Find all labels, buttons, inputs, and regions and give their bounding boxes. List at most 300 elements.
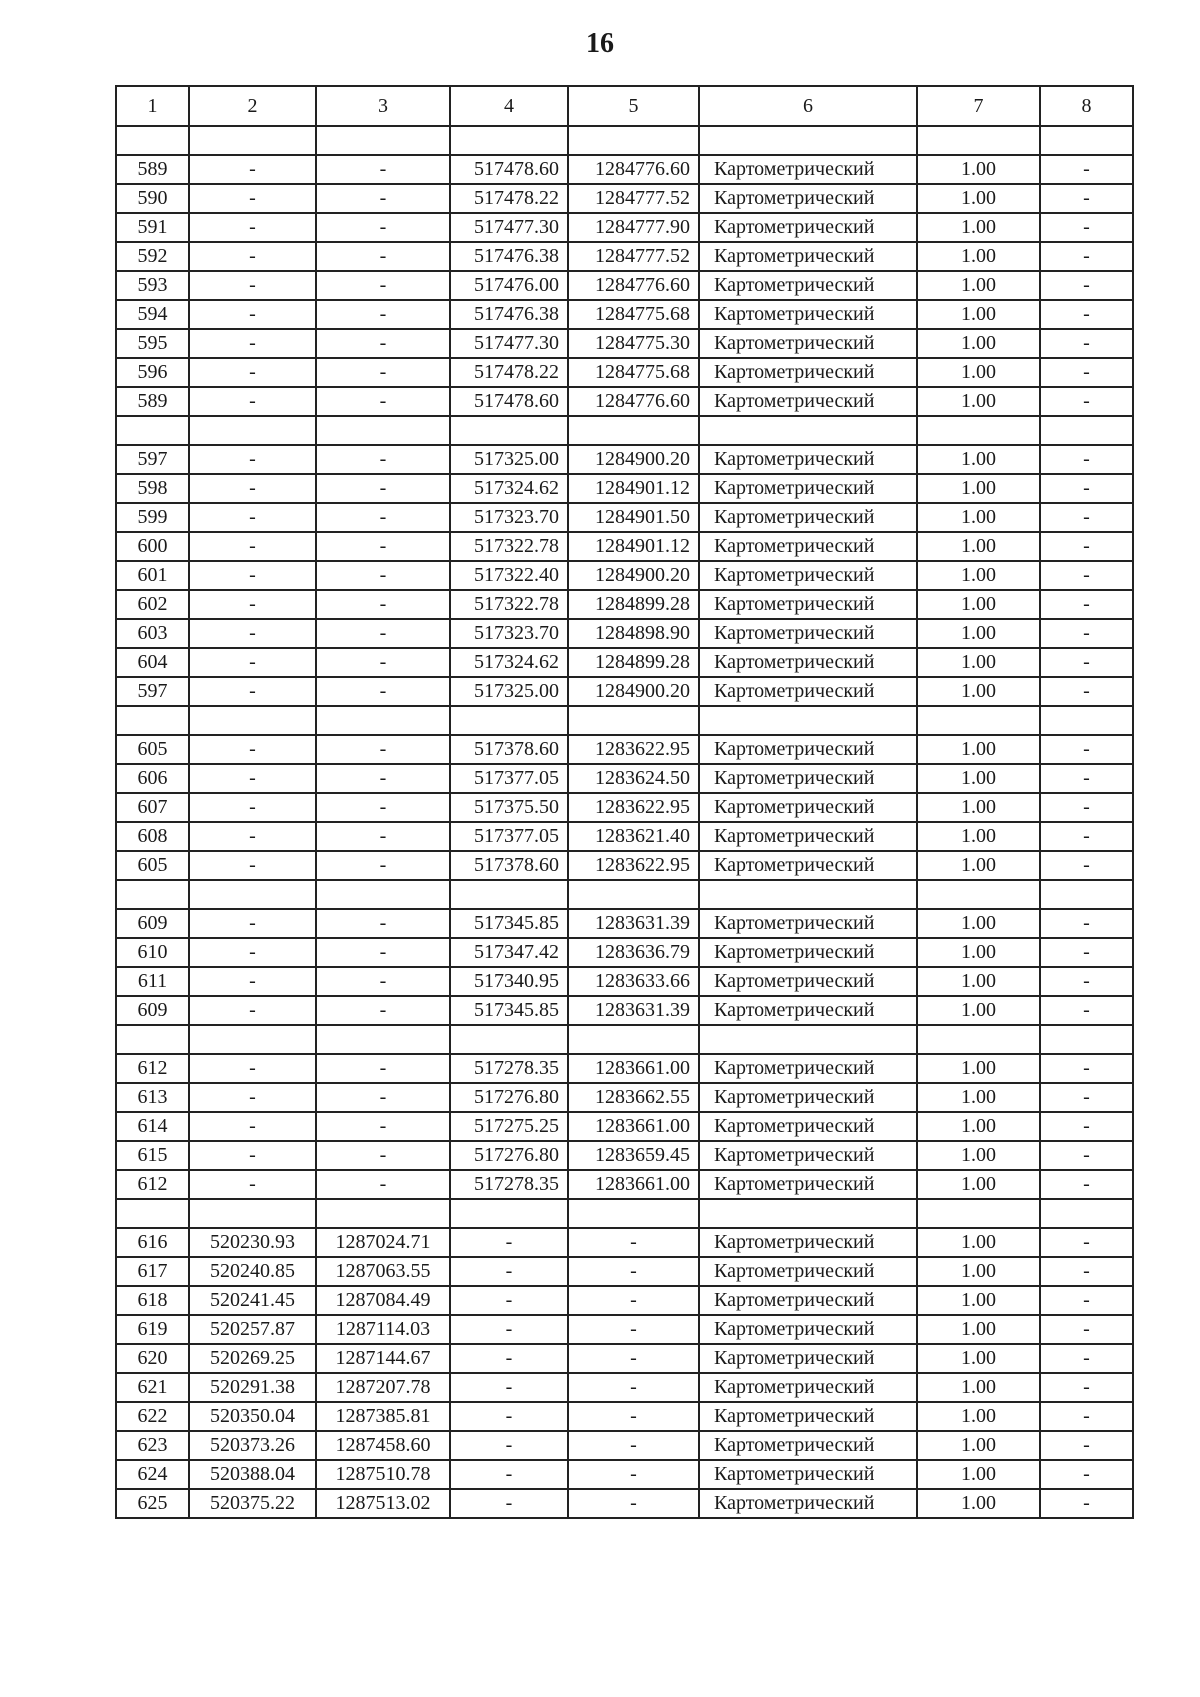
- table-cell: -: [316, 735, 450, 764]
- table-cell: 520240.85: [189, 1257, 316, 1286]
- table-cell: -: [450, 1431, 568, 1460]
- table-cell: 517324.62: [450, 474, 568, 503]
- table-cell: Картометрический: [699, 1170, 917, 1199]
- table-cell: 1287207.78: [316, 1373, 450, 1402]
- table-cell: -: [450, 1257, 568, 1286]
- table-cell: 1284776.60: [568, 387, 699, 416]
- table-cell: -: [1040, 735, 1133, 764]
- table-cell: 1284900.20: [568, 561, 699, 590]
- table-cell: 520350.04: [189, 1402, 316, 1431]
- table-cell: -: [1040, 1315, 1133, 1344]
- table-cell: -: [316, 1083, 450, 1112]
- table-row: [116, 474, 1133, 503]
- table-cell: 1.00: [917, 271, 1040, 300]
- table-cell: -: [189, 532, 316, 561]
- table-cell: [116, 706, 189, 735]
- table-cell: 1.00: [917, 474, 1040, 503]
- table-cell: -: [1040, 938, 1133, 967]
- table-cell: -: [1040, 1083, 1133, 1112]
- table-cell: [189, 706, 316, 735]
- table-row: [116, 764, 1133, 793]
- table-row: [116, 155, 1133, 184]
- table-row: [116, 358, 1133, 387]
- table-cell: [316, 706, 450, 735]
- table-cell: 1.00: [917, 155, 1040, 184]
- table-cell: 517476.00: [450, 271, 568, 300]
- table-cell: -: [189, 155, 316, 184]
- table-row: [116, 561, 1133, 590]
- table-cell: [316, 126, 450, 155]
- table-cell: -: [316, 561, 450, 590]
- table-cell: 1.00: [917, 648, 1040, 677]
- table-cell: [116, 1199, 189, 1228]
- table-cell: [450, 1025, 568, 1054]
- table-cell: -: [316, 474, 450, 503]
- table-row: [116, 1257, 1133, 1286]
- table-cell: -: [316, 445, 450, 474]
- table-cell: -: [1040, 242, 1133, 271]
- table-cell: [699, 1025, 917, 1054]
- table-cell: Картометрический: [699, 996, 917, 1025]
- table-cell: -: [316, 909, 450, 938]
- table-cell: -: [316, 329, 450, 358]
- table-cell: 1283631.39: [568, 996, 699, 1025]
- table-cell: Картометрический: [699, 387, 917, 416]
- table-row: [116, 619, 1133, 648]
- table-row: [116, 648, 1133, 677]
- table-cell: 1.00: [917, 1315, 1040, 1344]
- header-cell: 7: [917, 86, 1040, 126]
- table-cell: -: [189, 213, 316, 242]
- table-row: [116, 387, 1133, 416]
- table-cell: Картометрический: [699, 503, 917, 532]
- table-cell: -: [1040, 1431, 1133, 1460]
- table-cell: Картометрический: [699, 619, 917, 648]
- table-cell: [568, 126, 699, 155]
- coordinates-table: [115, 85, 1134, 1519]
- table-cell: -: [568, 1373, 699, 1402]
- table-cell: 1283622.95: [568, 851, 699, 880]
- table-cell: 1.00: [917, 503, 1040, 532]
- table-row: [116, 851, 1133, 880]
- table-cell: -: [450, 1344, 568, 1373]
- table-cell: Картометрический: [699, 474, 917, 503]
- table-cell: 517345.85: [450, 996, 568, 1025]
- table-cell: 1.00: [917, 1286, 1040, 1315]
- table-cell: -: [1040, 474, 1133, 503]
- table-cell: 1284777.52: [568, 242, 699, 271]
- table-cell: 605: [116, 851, 189, 880]
- table-cell: 1.00: [917, 532, 1040, 561]
- table-cell: Картометрический: [699, 793, 917, 822]
- table-cell: -: [568, 1489, 699, 1518]
- table-cell: [1040, 706, 1133, 735]
- table-cell: -: [316, 619, 450, 648]
- header-cell: 4: [450, 86, 568, 126]
- table-cell: Картометрический: [699, 329, 917, 358]
- table-cell: -: [1040, 1141, 1133, 1170]
- table-row: [116, 242, 1133, 271]
- table-cell: 1287513.02: [316, 1489, 450, 1518]
- table-cell: 517278.35: [450, 1170, 568, 1199]
- header-cell: 6: [699, 86, 917, 126]
- table-cell: 600: [116, 532, 189, 561]
- table-cell: 1.00: [917, 1112, 1040, 1141]
- table-cell: 621: [116, 1373, 189, 1402]
- table-cell: -: [1040, 822, 1133, 851]
- table-row: [116, 184, 1133, 213]
- table-cell: -: [1040, 648, 1133, 677]
- table-cell: [116, 416, 189, 445]
- table-cell: Картометрический: [699, 271, 917, 300]
- table-cell: 1.00: [917, 619, 1040, 648]
- table-cell: 601: [116, 561, 189, 590]
- table-row: [116, 938, 1133, 967]
- table-cell: 1284901.12: [568, 474, 699, 503]
- table-cell: Картометрический: [699, 1460, 917, 1489]
- table-cell: -: [189, 184, 316, 213]
- table-cell: -: [1040, 300, 1133, 329]
- table-cell: -: [1040, 445, 1133, 474]
- table-cell: -: [189, 822, 316, 851]
- table-cell: 1.00: [917, 242, 1040, 271]
- table-cell: 1284775.68: [568, 358, 699, 387]
- table-cell: -: [1040, 793, 1133, 822]
- table-cell: 609: [116, 996, 189, 1025]
- table-cell: -: [316, 155, 450, 184]
- table-cell: Картометрический: [699, 213, 917, 242]
- table-cell: 1284900.20: [568, 677, 699, 706]
- table-cell: -: [1040, 329, 1133, 358]
- table-cell: Картометрический: [699, 1228, 917, 1257]
- table-cell: 1.00: [917, 329, 1040, 358]
- table-row: [116, 1373, 1133, 1402]
- table-cell: 599: [116, 503, 189, 532]
- table-cell: -: [189, 967, 316, 996]
- table-cell: -: [1040, 1402, 1133, 1431]
- table-row: [116, 1286, 1133, 1315]
- table-cell: -: [1040, 619, 1133, 648]
- table-cell: 517345.85: [450, 909, 568, 938]
- table-cell: 1.00: [917, 1257, 1040, 1286]
- table-cell: -: [316, 242, 450, 271]
- table-row: [116, 329, 1133, 358]
- table-cell: [1040, 126, 1133, 155]
- table-cell: -: [1040, 387, 1133, 416]
- table-cell: 1.00: [917, 1054, 1040, 1083]
- table-cell: 1.00: [917, 996, 1040, 1025]
- table-cell: Картометрический: [699, 1402, 917, 1431]
- table-cell: Картометрический: [699, 242, 917, 271]
- table-cell: 609: [116, 909, 189, 938]
- separator-row: [116, 880, 1133, 909]
- header-cell: 5: [568, 86, 699, 126]
- table-cell: -: [189, 1083, 316, 1112]
- table-cell: [917, 1199, 1040, 1228]
- table-cell: -: [316, 358, 450, 387]
- table-cell: [568, 416, 699, 445]
- table-cell: 624: [116, 1460, 189, 1489]
- table-cell: -: [1040, 967, 1133, 996]
- table-cell: 1287458.60: [316, 1431, 450, 1460]
- table-cell: Картометрический: [699, 1431, 917, 1460]
- separator-row: [116, 1199, 1133, 1228]
- table-cell: 517324.62: [450, 648, 568, 677]
- table-cell: -: [450, 1315, 568, 1344]
- table-cell: 1.00: [917, 851, 1040, 880]
- table-cell: 617: [116, 1257, 189, 1286]
- table-cell: 616: [116, 1228, 189, 1257]
- table-cell: -: [316, 503, 450, 532]
- separator-row: [116, 706, 1133, 735]
- table-cell: [917, 880, 1040, 909]
- table-cell: 612: [116, 1054, 189, 1083]
- table-cell: Картометрический: [699, 909, 917, 938]
- table-cell: 1.00: [917, 1083, 1040, 1112]
- table-cell: 1.00: [917, 1489, 1040, 1518]
- table-cell: [316, 1199, 450, 1228]
- table-cell: [116, 880, 189, 909]
- table-cell: -: [189, 735, 316, 764]
- table-cell: 1.00: [917, 1141, 1040, 1170]
- table-cell: -: [1040, 1257, 1133, 1286]
- table-cell: 1283631.39: [568, 909, 699, 938]
- table-cell: Картометрический: [699, 938, 917, 967]
- table-cell: 517478.22: [450, 184, 568, 213]
- table-cell: -: [316, 1054, 450, 1083]
- table-cell: Картометрический: [699, 1054, 917, 1083]
- table-cell: Картометрический: [699, 1286, 917, 1315]
- table-cell: 1.00: [917, 387, 1040, 416]
- table-cell: -: [1040, 271, 1133, 300]
- table-cell: 598: [116, 474, 189, 503]
- table-cell: [699, 706, 917, 735]
- table-cell: 517325.00: [450, 677, 568, 706]
- table-cell: -: [189, 445, 316, 474]
- table-cell: -: [568, 1431, 699, 1460]
- table-cell: Картометрический: [699, 851, 917, 880]
- table-cell: [189, 880, 316, 909]
- table-cell: Картометрический: [699, 1344, 917, 1373]
- header-cell: 8: [1040, 86, 1133, 126]
- table-cell: 596: [116, 358, 189, 387]
- table-cell: Картометрический: [699, 590, 917, 619]
- table-cell: -: [1040, 1112, 1133, 1141]
- table-cell: -: [450, 1228, 568, 1257]
- table-cell: Картометрический: [699, 155, 917, 184]
- table-cell: -: [189, 909, 316, 938]
- table-cell: 620: [116, 1344, 189, 1373]
- table-cell: 1.00: [917, 793, 1040, 822]
- table-cell: -: [1040, 1460, 1133, 1489]
- table-cell: -: [189, 1112, 316, 1141]
- table-cell: -: [316, 271, 450, 300]
- table-cell: 610: [116, 938, 189, 967]
- table-cell: [316, 880, 450, 909]
- table-cell: -: [189, 938, 316, 967]
- table-cell: 613: [116, 1083, 189, 1112]
- table-cell: 1.00: [917, 1373, 1040, 1402]
- table-cell: [189, 1199, 316, 1228]
- table-cell: 517375.50: [450, 793, 568, 822]
- table-cell: Картометрический: [699, 735, 917, 764]
- table-cell: 589: [116, 387, 189, 416]
- table-cell: 517276.80: [450, 1083, 568, 1112]
- table-cell: 1.00: [917, 300, 1040, 329]
- table-cell: 595: [116, 329, 189, 358]
- table-cell: Картометрический: [699, 532, 917, 561]
- table-cell: Картометрический: [699, 677, 917, 706]
- table-cell: [917, 416, 1040, 445]
- table-cell: 1.00: [917, 677, 1040, 706]
- table-cell: 1283633.66: [568, 967, 699, 996]
- table-cell: -: [189, 358, 316, 387]
- table-cell: 517347.42: [450, 938, 568, 967]
- table-cell: 1284776.60: [568, 155, 699, 184]
- table-cell: -: [1040, 590, 1133, 619]
- page-number: 16: [586, 28, 614, 59]
- table-cell: 1284776.60: [568, 271, 699, 300]
- table-row: [116, 1054, 1133, 1083]
- table-cell: 520257.87: [189, 1315, 316, 1344]
- table-cell: -: [568, 1228, 699, 1257]
- table-cell: -: [1040, 677, 1133, 706]
- table-cell: -: [189, 851, 316, 880]
- table-cell: -: [189, 590, 316, 619]
- table-cell: -: [316, 822, 450, 851]
- table-cell: 1283622.95: [568, 793, 699, 822]
- table-cell: -: [1040, 532, 1133, 561]
- table-cell: Картометрический: [699, 561, 917, 590]
- table-cell: [316, 1025, 450, 1054]
- table-cell: -: [1040, 155, 1133, 184]
- table-cell: 1.00: [917, 561, 1040, 590]
- table-cell: [699, 126, 917, 155]
- table-cell: 1.00: [917, 1344, 1040, 1373]
- table-cell: [568, 880, 699, 909]
- table-cell: -: [189, 329, 316, 358]
- table-cell: 625: [116, 1489, 189, 1518]
- table-cell: -: [1040, 1228, 1133, 1257]
- table-cell: 1284899.28: [568, 648, 699, 677]
- table-cell: -: [316, 387, 450, 416]
- table-cell: 520291.38: [189, 1373, 316, 1402]
- table-row: [116, 1228, 1133, 1257]
- table-row: [116, 503, 1133, 532]
- table-cell: -: [316, 1141, 450, 1170]
- header-cell: 3: [316, 86, 450, 126]
- table-cell: [450, 880, 568, 909]
- table-cell: -: [1040, 561, 1133, 590]
- header-cell: 2: [189, 86, 316, 126]
- table-cell: -: [568, 1402, 699, 1431]
- table-cell: 593: [116, 271, 189, 300]
- table-cell: -: [316, 1170, 450, 1199]
- table-row: [116, 532, 1133, 561]
- table-cell: 517476.38: [450, 242, 568, 271]
- table-cell: 517276.80: [450, 1141, 568, 1170]
- table-cell: -: [1040, 213, 1133, 242]
- table-cell: 611: [116, 967, 189, 996]
- table-row: [116, 271, 1133, 300]
- table-cell: [116, 1025, 189, 1054]
- table-cell: 612: [116, 1170, 189, 1199]
- table-cell: -: [1040, 1344, 1133, 1373]
- table-cell: [568, 1199, 699, 1228]
- table-row: [116, 590, 1133, 619]
- table-cell: 1284777.90: [568, 213, 699, 242]
- table-cell: 517477.30: [450, 213, 568, 242]
- table-row: [116, 967, 1133, 996]
- table-cell: 1.00: [917, 445, 1040, 474]
- table-cell: 615: [116, 1141, 189, 1170]
- table-row: [116, 1489, 1133, 1518]
- table-cell: 1287063.55: [316, 1257, 450, 1286]
- table-row: [116, 1112, 1133, 1141]
- table-cell: 1.00: [917, 735, 1040, 764]
- table-cell: 602: [116, 590, 189, 619]
- table-cell: 517378.60: [450, 851, 568, 880]
- table-cell: 1284899.28: [568, 590, 699, 619]
- table-cell: -: [450, 1373, 568, 1402]
- table-cell: -: [316, 967, 450, 996]
- table-cell: -: [189, 503, 316, 532]
- table-cell: -: [1040, 996, 1133, 1025]
- table-cell: -: [189, 300, 316, 329]
- table-row: [116, 1344, 1133, 1373]
- table-row: [116, 1431, 1133, 1460]
- table-cell: 1.00: [917, 967, 1040, 996]
- table-cell: Картометрический: [699, 445, 917, 474]
- table-cell: -: [450, 1460, 568, 1489]
- table-cell: -: [568, 1286, 699, 1315]
- table-cell: [189, 1025, 316, 1054]
- table-cell: -: [316, 1112, 450, 1141]
- table-cell: 608: [116, 822, 189, 851]
- table-cell: 517278.35: [450, 1054, 568, 1083]
- table-cell: -: [316, 793, 450, 822]
- table-row: [116, 213, 1133, 242]
- table-row: [116, 1083, 1133, 1112]
- table-cell: -: [189, 1141, 316, 1170]
- table-cell: -: [189, 619, 316, 648]
- table-cell: [189, 126, 316, 155]
- table-cell: -: [189, 1054, 316, 1083]
- table-cell: 1283636.79: [568, 938, 699, 967]
- table-cell: 517378.60: [450, 735, 568, 764]
- table-cell: 1287144.67: [316, 1344, 450, 1373]
- table-cell: -: [1040, 1489, 1133, 1518]
- table-cell: -: [316, 677, 450, 706]
- table-cell: Картометрический: [699, 1112, 917, 1141]
- table-cell: 604: [116, 648, 189, 677]
- table-cell: 1.00: [917, 1170, 1040, 1199]
- table-row: [116, 677, 1133, 706]
- table-cell: -: [316, 764, 450, 793]
- table-cell: 520241.45: [189, 1286, 316, 1315]
- table-cell: 1283622.95: [568, 735, 699, 764]
- table-row: [116, 1141, 1133, 1170]
- table-cell: Картометрический: [699, 358, 917, 387]
- table-cell: [316, 416, 450, 445]
- table-cell: -: [450, 1286, 568, 1315]
- table-cell: 594: [116, 300, 189, 329]
- table-cell: 606: [116, 764, 189, 793]
- table-cell: 517275.25: [450, 1112, 568, 1141]
- table-cell: Картометрический: [699, 967, 917, 996]
- table-cell: 520373.26: [189, 1431, 316, 1460]
- table-cell: 1287114.03: [316, 1315, 450, 1344]
